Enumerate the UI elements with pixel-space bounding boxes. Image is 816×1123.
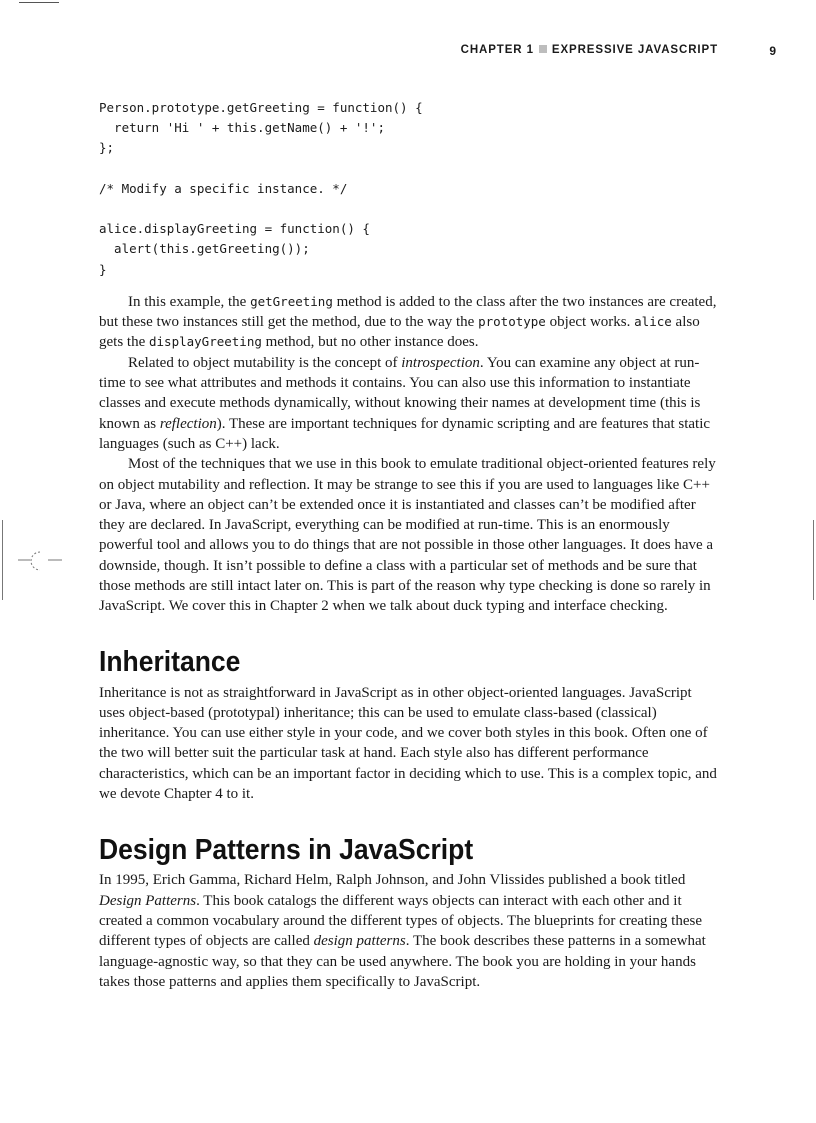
code-line: return 'Hi ' + this.getName() + '!'; — [99, 120, 385, 136]
square-separator-icon — [539, 45, 547, 53]
emphasis: Design Patterns — [99, 892, 197, 909]
inline-code: displayGreeting — [149, 334, 262, 350]
heading-design-patterns: Design Patterns in JavaScript — [99, 834, 474, 867]
chapter-label: CHAPTER 1 — [460, 44, 534, 56]
code-block — [99, 98, 719, 280]
text-run: In 1995, Erich Gamma, Richard Helm, Ralph Johnson, and John Vlissides published a book titled — [99, 872, 686, 889]
text-run: method is added to the class after the two instances are created, but these two instances still get the method, due to the way the — [99, 293, 717, 331]
crop-mark-top — [19, 2, 59, 3]
page-number: 9 — [769, 44, 776, 58]
running-head — [100, 44, 776, 60]
text-run: . You can examine any object at run-time to see what attributes and methods it contains. You can also use this information to instantiate classes and execute methods dynamically, without knowing their names at development time (this is known as — [99, 354, 701, 432]
code-line: }; — [99, 140, 115, 156]
registration-mark-icon — [18, 548, 62, 576]
crop-mark-right — [813, 520, 814, 600]
inline-code: prototype — [478, 314, 546, 330]
code-line: } — [99, 261, 107, 277]
emphasis: introspection — [401, 354, 480, 371]
text-run: method, but no other instance does. — [261, 334, 479, 351]
text-run: object works. — [545, 314, 635, 331]
code-line: alice.displayGreeting = function() { — [99, 221, 370, 237]
text-run: In this example, the — [128, 293, 251, 310]
emphasis: design patterns — [313, 933, 406, 950]
text-run: . This book catalogs the different ways objects can interact with each other and it created a common vocabulary around the different types of objects. The blueprints for creating these different types of objects are called — [99, 892, 702, 950]
running-head-title — [461, 44, 718, 56]
paragraph-mutability: Most of the techniques that we use in this book to emulate traditional object-oriented features rely on object mutability and reflection. It may be strange to see this if you are used to languages like C++ or Java, where an object can’t be extended once it is instantiated and classes can’t be modified after they are declared. In JavaScript, everything can be modified at run-time. This is an enormously powerful tool and allows you to do things that are not possible in those other languages. It does have a downside, though. It isn’t possible to define a class with a particular set of methods and be sure that those methods are still intact later on. This is part of the reason why type checking is done so rarely in JavaScript. We cover this in Chapter 2 when we talk about duck typing and interface checking. — [99, 456, 716, 615]
text-run: also gets the — [99, 314, 700, 351]
code-line: alert(this.getGreeting()); — [99, 241, 310, 257]
heading-inheritance: Inheritance — [99, 645, 241, 678]
page-body — [99, 98, 719, 992]
text-run: . The book describes these patterns in a somewhat language-agnostic way, so that they can be used anywhere. The book you are holding in your hands takes those patterns and applies them specifically to JavaScript. — [99, 933, 706, 990]
crop-mark-left — [2, 520, 3, 600]
inline-code: alice — [634, 314, 672, 330]
paragraph-design-patterns — [99, 870, 719, 992]
code-line: /* Modify a specific instance. */ — [99, 180, 348, 196]
code-line: Person.prototype.getGreeting = function() { — [99, 100, 423, 115]
inline-code: getGreeting — [250, 293, 333, 309]
chapter-title: EXPRESSIVE JAVASCRIPT — [551, 44, 718, 56]
emphasis: reflection — [159, 415, 217, 432]
paragraph-inheritance: Inheritance is not as straightforward in JavaScript as in other object-oriented languages. JavaScript uses object-based (prototypal) inheritance; this can be used to emulate class-based (classical) inheritance. You can use either style in your code, and we cover both styles in this book. Often one of the two will better suit the particular task at hand. Each style also has different performance characteristics, which can be an important factor in deciding which to use. This is a complex topic, and we devote Chapter 4 to it. — [99, 684, 717, 803]
paragraph-introspection — [99, 353, 719, 454]
paragraph-getgreeting — [99, 292, 719, 353]
text-run: ). These are important techniques for dynamic scripting and are features that static languages (such as C++) lack. — [99, 415, 711, 452]
text-run: Related to object mutability is the concept of — [128, 354, 402, 371]
